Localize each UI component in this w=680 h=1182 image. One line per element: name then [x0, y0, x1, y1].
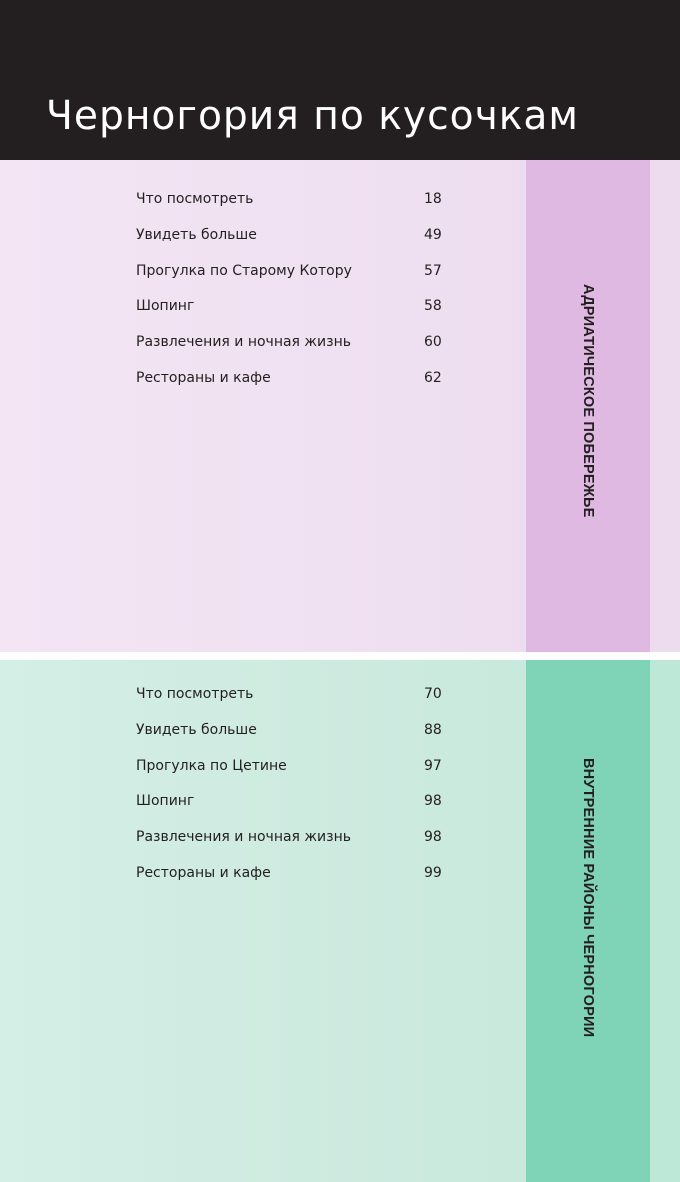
page-edge [650, 660, 680, 1182]
page-header [0, 0, 680, 160]
section-tab-label: АДРИАТИЧЕСКОЕ ПОБЕРЕЖЬЕ [580, 284, 596, 518]
toc-entry-label: Рестораны и кафе [136, 369, 271, 386]
toc-entry-page-number: 58 [424, 298, 442, 315]
toc-entry-label: Что посмотреть [136, 686, 254, 702]
section-inland-montenegro [0, 660, 680, 1182]
toc-entry-label: Прогулка по Старому Котору [136, 262, 352, 279]
table-of-contents [136, 191, 446, 406]
toc-entry-see-more[interactable] [136, 227, 446, 263]
section-tab-inland-montenegro[interactable] [526, 660, 650, 1182]
toc-entry-label: Шопинг [136, 298, 195, 315]
toc-entry-page-number: 49 [424, 226, 442, 243]
toc-entry-label: Развлечения и ночная жизнь [136, 829, 351, 846]
toc-entry-label: Увидеть больше [136, 226, 257, 243]
toc-entry-label: Шопинг [136, 793, 195, 810]
toc-entry-page-number: 60 [424, 334, 442, 351]
section-adriatic-coast [0, 160, 680, 652]
toc-entry-restaurants[interactable] [136, 370, 446, 406]
toc-entry-label: Увидеть больше [136, 721, 257, 738]
toc-entry-page-number: 98 [424, 793, 442, 810]
toc-entry-label: Развлечения и ночная жизнь [136, 334, 351, 351]
toc-entry-page-number: 57 [424, 262, 442, 279]
page-title: Черногория по кусочкам [46, 93, 579, 139]
toc-entry-walk[interactable] [136, 263, 446, 299]
toc-entry-shopping[interactable] [136, 793, 446, 829]
toc-entry-page-number: 99 [424, 864, 442, 881]
page-edge [650, 160, 680, 652]
toc-entry-restaurants[interactable] [136, 865, 446, 901]
toc-entry-label: Что посмотреть [136, 191, 254, 207]
toc-entry-nightlife[interactable] [136, 334, 446, 370]
table-of-contents [136, 686, 446, 901]
toc-entry-walk[interactable] [136, 758, 446, 794]
toc-entry-page-number: 62 [424, 369, 442, 386]
toc-entry-page-number: 88 [424, 721, 442, 738]
toc-entry-see-more[interactable] [136, 722, 446, 758]
toc-entry-what-to-see[interactable] [136, 191, 446, 227]
toc-entry-label: Рестораны и кафе [136, 864, 271, 881]
section-tab-adriatic-coast[interactable] [526, 160, 650, 652]
toc-entry-what-to-see[interactable] [136, 686, 446, 722]
section-tab-label: ВНУТРЕННИЕ РАЙОНЫ ЧЕРНОГОРИИ [580, 758, 596, 1038]
toc-entry-page-number: 97 [424, 757, 442, 774]
toc-entry-page-number: 98 [424, 829, 442, 846]
toc-entry-nightlife[interactable] [136, 829, 446, 865]
toc-entry-shopping[interactable] [136, 298, 446, 334]
toc-entry-label: Прогулка по Цетине [136, 757, 287, 774]
toc-entry-page-number: 18 [424, 191, 442, 207]
toc-entry-page-number: 70 [424, 686, 442, 702]
